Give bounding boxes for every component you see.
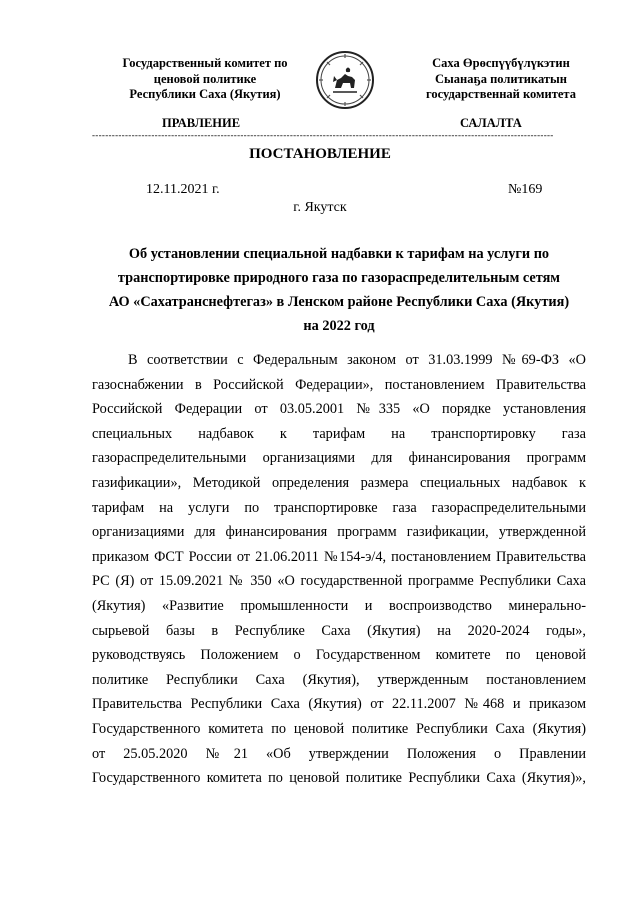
right-org-line: Саха Өрөспүүбүлүкэтин: [432, 56, 570, 70]
left-org-line: ценовой политике: [153, 71, 257, 86]
body-line: приказом ФСТ России от 21.06.2011 №154-э/4, постановлением Правительства: [92, 548, 586, 565]
body-line: тарифам на услуги по транспортировке газа газораспределительными: [92, 499, 586, 516]
body-line: специальных надбавок к тарифам на транспортировку газа: [92, 425, 586, 442]
body-line: РС (Я) от 15.09.2021 № 350 «О государственной программе Республики Саха: [92, 573, 586, 590]
document-city: г. Якутск: [293, 200, 347, 215]
body-line: руководствуясь Положением о Государственном комитете по ценовой: [92, 647, 586, 664]
body-line: Государственного комитета по ценовой политике Республики Саха (Якутия): [92, 720, 586, 737]
right-org-line: государственнай комитета: [426, 87, 576, 101]
body-line: газоснабжении в Российской Федерации», постановлением Правительства: [92, 376, 586, 393]
title-line: Об установлении специальной надбавки к тарифам на услуги по: [128, 246, 550, 262]
body-line: от 25.05.2020 №21 «Об утверждении Положения о Правлении: [92, 745, 586, 762]
right-organization-name: [396, 56, 606, 103]
title-line: на 2022 год: [303, 318, 375, 334]
document-title: [92, 242, 586, 338]
title-line: АО «Сахатранснефтегаз» в Ленском районе Республики Саха (Якутия): [108, 294, 570, 310]
body-line: газораспределительными организациями для финансирования программ: [92, 450, 586, 467]
document-body: [92, 348, 586, 791]
right-org-line: Сыанаҕа политикатын: [435, 71, 567, 86]
body-line: В соответствии с Федеральным законом от 31.03.1999 №69-ФЗ «О: [128, 352, 586, 368]
body-line: организациями для финансирования программ газификации, утвержденной: [92, 524, 586, 541]
coat-of-arms-icon: [315, 50, 375, 110]
left-organization-name: [100, 56, 310, 103]
left-org-line: Республики Саха (Якутия): [129, 87, 281, 101]
body-line: (Якутия) «Развитие промышленности и воспроизводство минерально-: [92, 597, 586, 614]
document-type-heading: ПОСТАНОВЛЕНИЕ: [249, 146, 391, 162]
body-line: политике Республики Саха (Якутия), утвержденным постановлением: [92, 671, 586, 688]
document-number: №169: [508, 182, 543, 197]
left-org-line: Государственный комитет по: [122, 56, 288, 70]
left-department-label: ПРАВЛЕНИЕ: [162, 116, 241, 130]
title-line: транспортировке природного газа по газораспределительным сетям: [117, 270, 561, 286]
body-line: сырьевой базы в Республике Саха (Якутия) на 2020-2024 годы»,: [92, 622, 586, 639]
body-line: Российской Федерации от 03.05.2001 №335 «О порядке установления: [92, 401, 586, 418]
body-line: Государственного комитета по ценовой политике Республики Саха (Якутия)»,: [92, 770, 586, 787]
header-divider: --------------------------------------------------------------------------------------------------------------------------------------------: [92, 130, 554, 140]
document-date: 12.11.2021 г.: [146, 182, 220, 197]
body-line: газификации», Методикой определения размера специальных надбавок к: [92, 474, 586, 491]
right-department-label: САЛАЛТА: [460, 116, 522, 130]
body-line: Правительства Республики Саха (Якутия) от 22.11.2007 №468 и приказом: [92, 696, 586, 713]
